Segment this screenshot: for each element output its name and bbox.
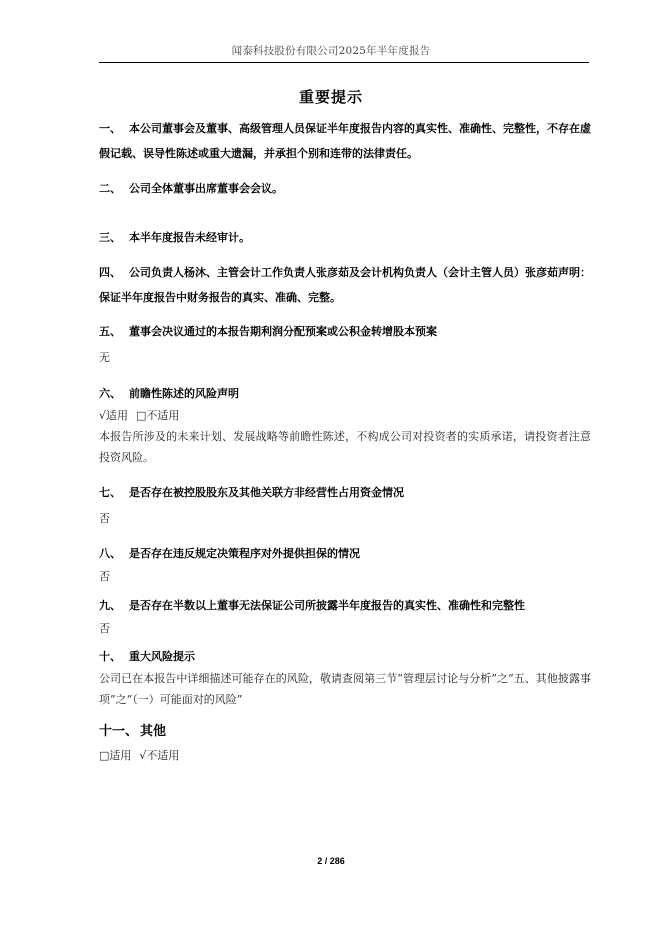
- statement-1-text: 本公司董事会及董事、高级管理人员保证半年度报告内容的真实性、准确性、完整性，不存在虚假记载、误导性陈述或重大遗漏，并承担个别和连带的法律责任。: [99, 122, 591, 160]
- section-6-heading: [99, 386, 591, 402]
- section-5-body: 无: [99, 351, 110, 364]
- statement-4: [99, 260, 591, 310]
- section-11-heading: [99, 724, 591, 740]
- statement-4-text: 公司负责人杨沐、主管会计工作负责人张彦茹及会计机构负责人（会计主管人员）张彦茹声明：保证半年度报告中财务报告的真实、准确、完整。: [99, 266, 591, 304]
- section-8-body: 否: [99, 570, 110, 583]
- page-number: 2 / 286: [317, 856, 345, 866]
- page-title: 重要提示: [298, 88, 363, 106]
- section-6-option-not-applicable: □不适用: [136, 409, 180, 422]
- section-10-title: 重大风险提示: [129, 650, 195, 663]
- statement-3-text: 本半年度报告未经审计。: [129, 231, 250, 244]
- section-5-number: 五、: [99, 325, 121, 338]
- section-7-body: 否: [99, 512, 110, 525]
- section-5-heading: [99, 324, 591, 340]
- statement-3: [99, 225, 591, 250]
- section-10-heading: [99, 649, 591, 665]
- section-7-title: 是否存在被控股股东及其他关联方非经营性占用资金情况: [129, 486, 404, 499]
- statement-3-number: 三、: [99, 231, 121, 244]
- section-6-number: 六、: [99, 387, 121, 400]
- section-10-number: 十、: [99, 650, 121, 663]
- section-6-applicability: [99, 405, 591, 426]
- section-8-number: 八、: [99, 547, 121, 560]
- section-7-number: 七、: [99, 486, 121, 499]
- section-11-title: 其他: [140, 724, 167, 739]
- section-10-body: 公司已在本报告中详细描述可能存在的风险，敬请查阅第三节“管理层讨论与分析”之“五、其他披露事项”之“（一）可能面对的风险”: [99, 672, 591, 706]
- statement-2-text: 公司全体董事出席董事会会议。: [129, 182, 283, 195]
- section-7-heading: [99, 485, 591, 501]
- statement-1: [99, 116, 591, 166]
- header-divider: [99, 62, 589, 63]
- statement-1-number: 一、: [99, 122, 121, 135]
- section-6-option-applicable: √适用: [99, 409, 129, 422]
- statement-2-number: 二、: [99, 182, 121, 195]
- section-5-title: 董事会决议通过的本报告期利润分配预案或公积金转增股本预案: [129, 325, 437, 338]
- section-11-number: 十一、: [99, 724, 139, 739]
- statement-4-number: 四、: [99, 266, 121, 279]
- section-11-option-not-applicable: √不适用: [139, 749, 180, 762]
- section-9-title: 是否存在半数以上董事无法保证公司所披露半年度报告的真实性、准确性和完整性: [129, 599, 525, 612]
- section-8-heading: [99, 546, 591, 562]
- section-9-body: 否: [99, 622, 110, 635]
- statement-2: [99, 176, 591, 201]
- section-11-applicability: [99, 745, 591, 766]
- section-8-title: 是否存在违反规定决策程序对外提供担保的情况: [129, 547, 360, 560]
- section-9-number: 九、: [99, 599, 121, 612]
- section-9-heading: [99, 598, 591, 614]
- section-6-title: 前瞻性陈述的风险声明: [129, 387, 239, 400]
- section-6-body: 本报告所涉及的未来计划、发展战略等前瞻性陈述，不构成公司对投资者的实质承诺，请投资者注意投资风险。: [99, 430, 591, 464]
- section-11-option-applicable: □适用: [99, 749, 132, 762]
- running-header: 闻泰科技股份有限公司2025年半年度报告: [231, 45, 431, 57]
